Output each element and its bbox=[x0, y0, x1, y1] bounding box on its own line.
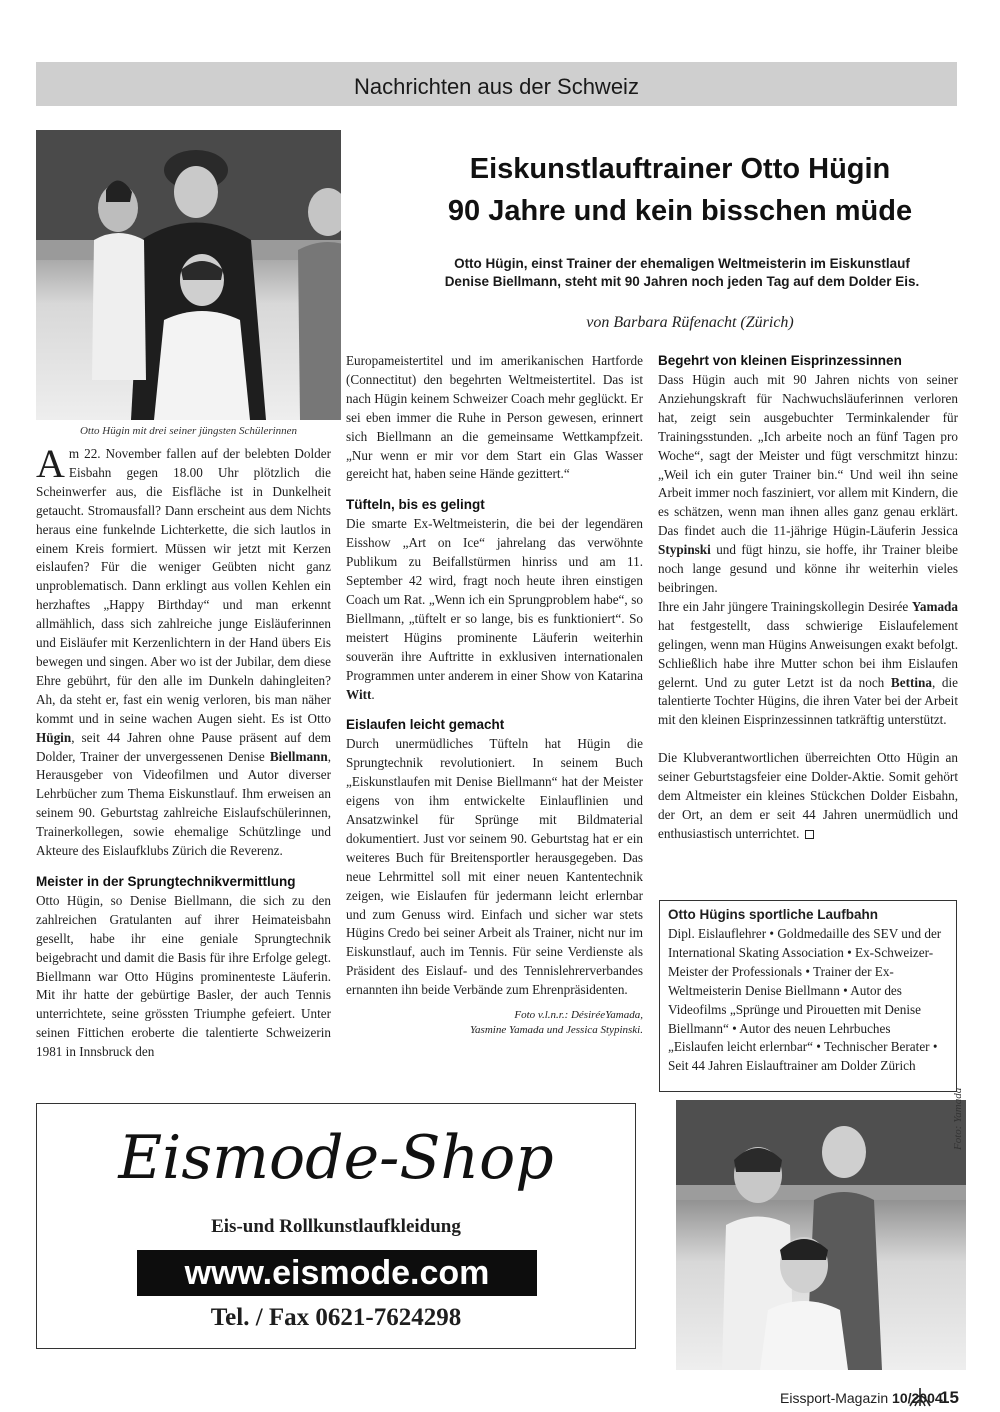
text-run: , die talentierte Tochter Hügins, die ihren Vater bei der Arbeit mit den kleinen Eisprinzessinnen tatkräftig unterstützt. bbox=[658, 674, 958, 728]
section-header bbox=[36, 62, 957, 106]
deck-line-1: Otto Hügin, einst Trainer der ehemaligen Weltmeisterin im Eiskunstlauf bbox=[454, 256, 910, 271]
paragraph: Die smarte Ex-Weltmeisterin, die bei der legendären Eisshow „Art on Ice“ jahrelang das verwöhnte Publikum zu Beifallstürmen hinriss und am 11. September 42 wird, fragt noch heute ihren einstigen Coach um Rat. „Wenn ich ein Sprungproblem habe“, so Biellmann, „tüftelt er so lange, bis es funktioniert“. So meistert Hügins prominente Läuferin weiterhin souverän ihre Auftritte in exklusiven internationalen Programmen unter anderem in einer Show von Katarina Witt. bbox=[346, 516, 643, 702]
text-run: und fügt hinzu, sie hoffe, ihr Trainer bleibe noch lange gesund und könne ihr weiterhin vieles beibringen. bbox=[658, 542, 959, 595]
text-run: Die smarte Ex-Weltmeisterin, die bei der legendären Eisshow „Art on Ice“ jahrelang das verwöhnte Publikum zu Beifallstürmen hinriss und am 11. September 42 wird, fragt noch heute ihren einstigen Coach um Rat. „Wenn ich ein Sprungproblem habe“, so Biellmann, „tüftelt er so lange, bis es funktioniert“. So meistert Hügins prominente Läuferin weiterhin souverän ihre Auftritte in exklusiven internationalen Programmen unter anderem in einer Show von Katarina bbox=[346, 516, 643, 683]
magazine-logo-icon bbox=[907, 1384, 933, 1408]
ad-phone: Tel. / Fax 0621-7624298 bbox=[210, 1304, 462, 1331]
intro-paragraph bbox=[36, 441, 331, 861]
text-run: m 22. November fallen auf der belebten Dolder Eisbahn gegen 18.00 Uhr plötzlich die Scheinwerfer aus, die Eisfläche ist in Dunkelheit getaucht. Stromausfall? Dann erscheint aus dem Nichts heraus eine funkelnde Lichterkette, die sich lautlos in einem Kreis formiert. Müssen wir jetzt mit Kerzen eislaufen? Für die weniger Geübten nicht ganz unproblematisch. Dann erklingt aus vollen Kehlen ein herzhaftes „Happy Birthday“ und man erkennt allmählich, dass sich zahlreiche junge Eisläuferinnen und Eisläufer mit Kerzenlichtern in der Hand übers Eis bewegen und singen. Aber wo ist der Jubilar, dem diese Ehre gebührt, für den alle im Dunkeln dahingleiten? Ah, da steht er, fast ein wenig verloren, bis man näher kommt und in seine wachen Augen sieht. Es ist Otto bbox=[36, 446, 331, 726]
page-number: 15 bbox=[940, 1388, 959, 1407]
bold-name: Biellmann bbox=[269, 748, 328, 764]
eismode-advertisement bbox=[36, 1103, 636, 1349]
ad-subtitle: Eis-und Rollkunstlaufkleidung bbox=[211, 1216, 461, 1237]
headline-line-2: 90 Jahre und kein bisschen müde bbox=[447, 195, 913, 227]
section-title: Nachrichten aus der Schweiz bbox=[354, 74, 639, 99]
column-3 bbox=[658, 352, 958, 844]
career-box-title: Otto Hügins sportliche Laufbahn bbox=[668, 907, 878, 922]
end-mark-icon bbox=[805, 830, 814, 839]
paragraph: Otto Hügin, so Denise Biellmann, die sich zu den zahlreichen Gratulanten auf ihrer Heimateisbahn gesellt, habe ihr eine geniale Sprungtechnik beigebracht und damit die Basis für ihre Erfolge gelegt. Biellmann war Otto Hügins prominenteste Läuferin. Mit ihr hatte der gebürtige Basler, der auch Tennis unterrichtete, seine grössten Triumphe gefeiert. Unter seinen Fittichen eroberte die talentierte Schweizerin 1981 in Innsbruck den bbox=[36, 892, 331, 1060]
bold-name: Witt bbox=[346, 686, 372, 702]
subheading-eislaufen: Eislaufen leicht gemacht bbox=[346, 717, 505, 733]
deck-line-2: Denise Biellmann, steht mit 90 Jahren noch jeden Tag auf dem Dolder Eis. bbox=[444, 274, 920, 289]
text-run: , Herausgeber von Videofilmen und Autor diverser Lehrbücher zum Thema Eiskunstlauf. Ihm erweisen an seinem 90. Geburtstag zahlreiche Eislaufschülerinnen, Trainerkollegen, sowie ehemalige Schützlinge und Akteure des Eislaufklubs Zürich die Reverenz. bbox=[36, 748, 331, 859]
bold-name: Stypinski bbox=[658, 542, 711, 558]
page-footer bbox=[780, 1390, 960, 1410]
article-headline bbox=[380, 148, 980, 232]
photo-credit bbox=[346, 1008, 643, 1038]
bold-name: Bettina bbox=[890, 674, 932, 690]
paragraph bbox=[658, 371, 958, 598]
subheading-tuefteln: Tüfteln, bis es gelingt bbox=[346, 497, 485, 513]
bottom-photo bbox=[676, 1100, 966, 1370]
text-run: Ihre ein Jahr jüngere Trainingskollegin Desirée bbox=[658, 598, 909, 614]
bold-name: Yamada bbox=[911, 598, 958, 614]
side-photo-credit: Foto: Yamada bbox=[952, 1087, 964, 1150]
column-1 bbox=[36, 441, 331, 1062]
subheading-begehrt: Begehrt von kleinen Eisprinzessinnen bbox=[658, 353, 902, 368]
photo-credit-line-1: Foto v.l.n.r.: DésiréeYamada, bbox=[514, 1009, 643, 1022]
paragraph: Europameistertitel und im amerikanischen Hartforde (Connectitut) den begehrten Weltmeistertitel. Das ist nach Hügin keinem Schweizer Coach mehr geglückt. Er sei eben immer die Ruhe in Person gewesen, erinnert sich Biellmann an die gemeinsame Wettkampfzeit. „Nur wenn er mir vor dem Start ein Glas Wasser gereicht hat, haben seine Hände gezittert.“ bbox=[346, 353, 643, 482]
column-2 bbox=[346, 352, 643, 1038]
three-skater-girls-image bbox=[676, 1100, 966, 1370]
footer-magazine: Eissport-Magazin bbox=[780, 1390, 889, 1406]
subheading-meister: Meister in der Sprungtechnikvermittlung bbox=[36, 873, 296, 889]
paragraph: Durch unermüdliches Tüfteln hat Hügin die Sprungtechnik revolutioniert. In seinem Buch „Eiskunstlaufen mit Denise Biellmann“ hat der Meister eigens von ihm entwickelte Einlauflinien und Ansatzwinkel für Sprünge mit Bildmaterial dokumentiert. Just vor seinem 90. Geburtstag hat er ein weiteres Buch für Breitensportler herausgegeben. Das neue Lehrmittel soll mit einer neuen Kantentechnik zeigen, wie Eislaufen für jedermann leicht erlernbar und zum Genuss wird. Einfach und sicher war stets Hügins Credo bei seiner Arbeit als Trainer, nicht nur im Eiskunstlauf, auch im Tennis. Für seine Verdienste als Präsident des Eislauf- und des Tennislehrerverbandes ernannten ihn beide Verbände zum Ehrenpräsidenten. bbox=[346, 736, 643, 998]
photo-caption: Otto Hügin mit drei seiner jüngsten Schülerinnen bbox=[79, 425, 298, 437]
ad-shop-name: Eismode-Shop bbox=[118, 1123, 554, 1193]
text-run: Dass Hügin auch mit 90 Jahren nichts von seiner Anziehungskraft für Nachwuchsläuferinnen verloren hat, zeigt sein ausgebuchter Terminkalender für Trainingsstunden. „Ich arbeite noch an fünf Tagen pro Woche“, sagt der Meister und fügt verschmitzt hinzu: „Weil ich ein guter Trainer bin.“ Und weil ihn seine Arbeit immer noch fasziniert, vor allem mit Kindern, die es schätzen, wenn man ihnen alles ganz genau erklärt. Das findet auch die 11-jährige Hügin-Läuferin Jessica bbox=[658, 372, 958, 539]
text-run: hat festgestellt, dass schwierige Eislaufelement gelingen, wenn man Hügins Anweisungen exakt befolgt. Schließlich habe ihre Mutter schon bei ihm Eislaufen gelernt. Und zu guter Letzt ist da noch bbox=[658, 617, 958, 690]
closing-paragraph bbox=[658, 749, 958, 844]
paragraph bbox=[658, 598, 958, 730]
bold-name: Hügin bbox=[36, 729, 72, 745]
skaters-with-coach-image bbox=[36, 130, 341, 420]
ad-url[interactable]: www.eismode.com bbox=[137, 1250, 537, 1296]
footer-issue: 10/2004 bbox=[892, 1390, 943, 1406]
top-photo bbox=[36, 130, 341, 420]
article-deck bbox=[396, 255, 968, 291]
byline: von Barbara Rüfenacht (Zürich) bbox=[586, 314, 794, 331]
career-box bbox=[659, 900, 957, 1092]
text-run: Die Klubverantwortlichen überreichten Otto Hügin an seiner Geburtstagsfeier eine Dolder-Aktie. Somit gehört dem Altmeister ein kleines Stückchen Dolder Eisbahn, der Ort, an dem er seit 44 Jahren unermüdlich und enthusiastisch unterrichtet. bbox=[658, 750, 958, 841]
photo-credit-line-2: Yasmine Yamada und Jessica Stypinski. bbox=[469, 1024, 643, 1037]
career-box-text: Dipl. Eislauflehrer • Goldmedaille des SEV und der International Skating Association • Ex-Schweizer-Meister der Professionals • Trainer der Ex-Weltmeisterin Denise Biellmann • Autor des Videofilms „Sprünge und Pirouetten mit Denise Biellmann“ • Autor des neuen Lehrbuches „Eislaufen leicht erlernbar“ • Technischer Berater • Seit 44 Jahren Eislauftrainer am Dolder Zürich bbox=[668, 926, 942, 1074]
text-run: , seit 44 Jahren ohne Pause präsent auf dem Dolder, Trainer der unvergessenen Denise bbox=[36, 729, 331, 764]
headline-line-1: Eiskunstlauftrainer Otto Hügin bbox=[469, 153, 891, 185]
drop-cap: A bbox=[36, 441, 65, 486]
